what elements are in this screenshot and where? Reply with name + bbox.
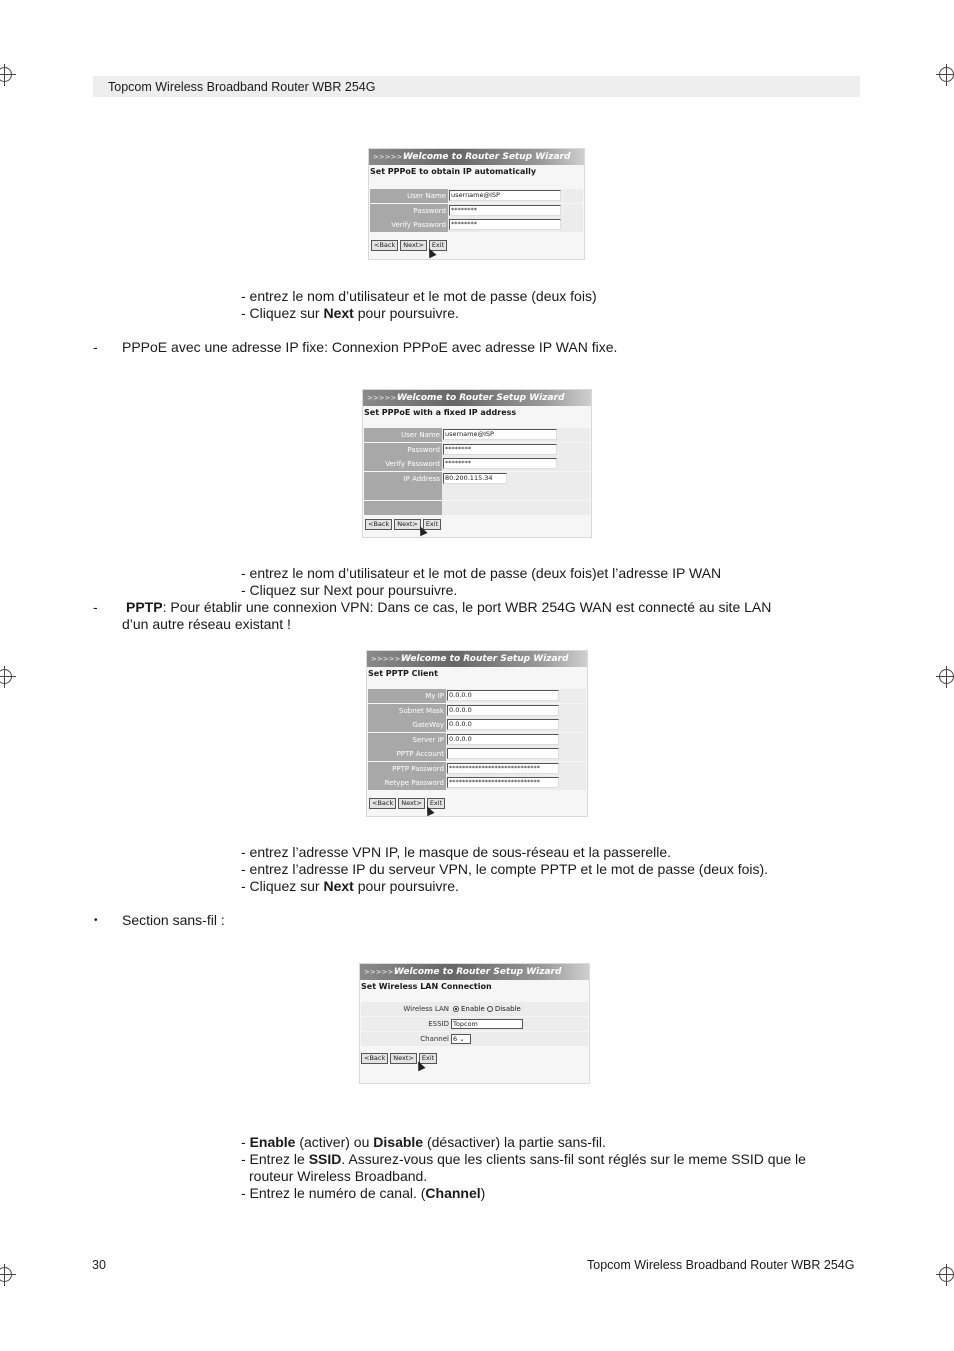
wizard-arrows: >>>>>> xyxy=(371,655,407,663)
field-label: Retype Password xyxy=(368,776,446,790)
bullet-dash: - xyxy=(93,339,98,355)
my-ip-input[interactable]: 0.0.0.0 xyxy=(447,690,559,701)
instruction-line: - entrez le nom d’utilisateur et le mot de passe (deux fois)et l’adresse IP WAN xyxy=(241,565,722,581)
page-header xyxy=(93,76,860,97)
bullet-dot: • xyxy=(94,915,98,926)
instruction-line: - Cliquez sur Next pour poursuivre. xyxy=(241,582,458,598)
field-row-my-ip xyxy=(368,689,586,703)
pptp-account-input[interactable] xyxy=(447,748,559,759)
enable-label: Enable xyxy=(461,1005,485,1013)
wizard-title: Welcome to Router Setup Wizard xyxy=(394,967,562,977)
field-label: GateWay xyxy=(368,718,446,732)
wizard-wireless-lan xyxy=(359,963,590,1084)
wizard-title-bar xyxy=(367,651,587,667)
wizard-arrows: >>>>>> xyxy=(367,394,403,402)
field-label: Server IP xyxy=(368,733,446,747)
bullet-pptp-line2: d’un autre réseau existant ! xyxy=(122,616,291,632)
field-label: User Name xyxy=(370,189,448,203)
wizard-title: Welcome to Router Setup Wizard xyxy=(403,152,571,162)
wizard-title-bar xyxy=(369,149,584,165)
instruction-line: - Cliquez sur Next pour poursuivre. xyxy=(241,878,459,894)
wizard-title-bar xyxy=(363,390,591,406)
password-input[interactable]: ******** xyxy=(449,205,561,216)
exit-button[interactable]: Exit xyxy=(419,1053,437,1064)
wizard-title-bar xyxy=(360,964,589,980)
instruction-line: - Entrez le SSID. Assurez-vous que les clients sans-fil sont réglés sur le meme SSID que le xyxy=(241,1151,806,1167)
field-label: Verify Password xyxy=(364,457,442,471)
wizard-title: Welcome to Router Setup Wizard xyxy=(397,393,565,403)
exit-button[interactable]: Exit xyxy=(427,798,445,809)
header-title: Topcom Wireless Broadband Router WBR 254G xyxy=(108,80,376,94)
wireless-lan-label: Wireless LAN xyxy=(403,1005,449,1013)
instruction-line: routeur Wireless Broadband. xyxy=(249,1168,428,1184)
crop-mark-top-left xyxy=(0,64,16,86)
field-label: PPTP Account xyxy=(368,747,446,761)
field-label: PPTP Password xyxy=(368,762,446,776)
field-row-pptp-account xyxy=(368,747,586,761)
empty-row xyxy=(364,486,590,500)
field-label: Password xyxy=(364,443,442,457)
field-row-gateway xyxy=(368,718,586,732)
field-label: Password xyxy=(370,204,448,218)
next-button[interactable]: Next> xyxy=(390,1053,417,1064)
bullet-wireless: Section sans-fil : xyxy=(122,912,225,928)
field-row-user-name xyxy=(364,428,590,442)
server-ip-input[interactable]: 0.0.0.0 xyxy=(447,734,559,745)
instruction-line: - entrez l’adresse VPN IP, le masque de sous-réseau et la passerelle. xyxy=(241,844,672,860)
pptp-password-input[interactable]: **************************** xyxy=(447,763,559,774)
enable-radio[interactable] xyxy=(453,1006,459,1012)
password-input[interactable]: ******** xyxy=(443,444,557,455)
field-row-subnet-mask xyxy=(368,704,586,718)
wizard-pppoe-fixed xyxy=(362,389,592,538)
next-button[interactable]: Next> xyxy=(400,240,427,251)
crop-mark-bottom-right xyxy=(936,1264,954,1286)
back-button[interactable]: <Back xyxy=(361,1053,388,1064)
gateway-input[interactable]: 0.0.0.0 xyxy=(447,719,559,730)
field-row-verify-password xyxy=(370,218,583,232)
crop-mark-top-right xyxy=(936,64,954,86)
exit-button[interactable]: Exit xyxy=(423,519,441,530)
field-label: User Name xyxy=(364,428,442,442)
wireless-lan-row xyxy=(361,1002,588,1016)
disable-radio[interactable] xyxy=(487,1006,493,1012)
back-button[interactable]: <Back xyxy=(371,240,398,251)
bullet-dash: - xyxy=(93,599,98,615)
wizard-arrows: >>>>>> xyxy=(364,968,400,976)
essid-input[interactable]: Topcom xyxy=(451,1019,523,1029)
instruction-line: - Enable (activer) ou Disable (désactiver) la partie sans-fil. xyxy=(241,1134,606,1150)
instruction-line: - entrez l’adresse IP du serveur VPN, le compte PPTP et le mot de passe (deux fois). xyxy=(241,861,769,877)
next-button[interactable]: Next> xyxy=(394,519,421,530)
wizard-subtitle: Set PPTP Client xyxy=(368,669,438,678)
field-row-user-name xyxy=(370,189,583,203)
channel-select[interactable]: 6 ⌄ xyxy=(451,1034,471,1044)
user-name-input[interactable]: username@ISP xyxy=(443,429,557,440)
wizard-subtitle: Set Wireless LAN Connection xyxy=(361,982,492,991)
retype-password-input[interactable]: **************************** xyxy=(447,777,559,788)
subnet-mask-input[interactable]: 0.0.0.0 xyxy=(447,705,559,716)
back-button[interactable]: <Back xyxy=(365,519,392,530)
crop-mark-mid-right xyxy=(936,666,954,688)
instruction-line: - Entrez le numéro de canal. (Channel) xyxy=(241,1185,486,1201)
field-label: Verify Password xyxy=(370,218,448,232)
crop-mark-mid-left xyxy=(0,666,16,688)
footer-title: Topcom Wireless Broadband Router WBR 254G xyxy=(587,1258,855,1272)
instruction-line: - entrez le nom d’utilisateur et le mot de passe (deux fois) xyxy=(241,288,597,304)
user-name-input[interactable]: username@ISP xyxy=(449,190,561,201)
field-row-password xyxy=(364,443,590,457)
page-number: 30 xyxy=(92,1258,106,1272)
channel-label: Channel xyxy=(420,1035,449,1043)
wizard-subtitle: Set PPPoE with a fixed IP address xyxy=(364,408,517,417)
next-button[interactable]: Next> xyxy=(398,798,425,809)
wizard-title: Welcome to Router Setup Wizard xyxy=(401,654,569,664)
back-button[interactable]: <Back xyxy=(369,798,396,809)
field-row-server-ip xyxy=(368,733,586,747)
field-label: Subnet Mask xyxy=(368,704,446,718)
empty-row xyxy=(364,501,590,515)
wizard-subtitle: Set PPPoE to obtain IP automatically xyxy=(370,167,537,176)
channel-row xyxy=(361,1032,588,1046)
wizard-pppoe-auto xyxy=(368,148,585,260)
wizard-pptp-client xyxy=(366,650,588,817)
disable-label: Disable xyxy=(494,1005,521,1013)
bullet-pptp: PPTP: Pour établir une connexion VPN: Dans ce cas, le port WBR 254G WAN est connecté au site LAN xyxy=(126,599,772,615)
verify-password-input[interactable]: ******** xyxy=(449,219,561,230)
crop-mark-bottom-left xyxy=(0,1264,16,1286)
wizard-arrows: >>>>>> xyxy=(373,153,409,161)
bullet-pppoe-fixed: PPPoE avec une adresse IP fixe: Connexion PPPoE avec adresse IP WAN fixe. xyxy=(122,339,618,355)
ip-address-input[interactable]: 80.200.115.34 xyxy=(443,473,507,484)
essid-row xyxy=(361,1017,588,1031)
field-row-retype-password xyxy=(368,776,586,790)
instruction-line: - Cliquez sur Next pour poursuivre. xyxy=(241,305,459,321)
field-row-pptp-password xyxy=(368,762,586,776)
field-row-password xyxy=(370,204,583,218)
field-row-ip-address xyxy=(364,472,590,486)
chevron-down-icon: ⌄ xyxy=(459,1035,465,1043)
field-row-verify-password xyxy=(364,457,590,471)
verify-password-input[interactable]: ******** xyxy=(443,458,557,469)
exit-button[interactable]: Exit xyxy=(429,240,447,251)
essid-label: ESSID xyxy=(428,1020,449,1028)
field-label: My IP xyxy=(368,689,446,703)
field-label: IP Address xyxy=(364,472,442,486)
